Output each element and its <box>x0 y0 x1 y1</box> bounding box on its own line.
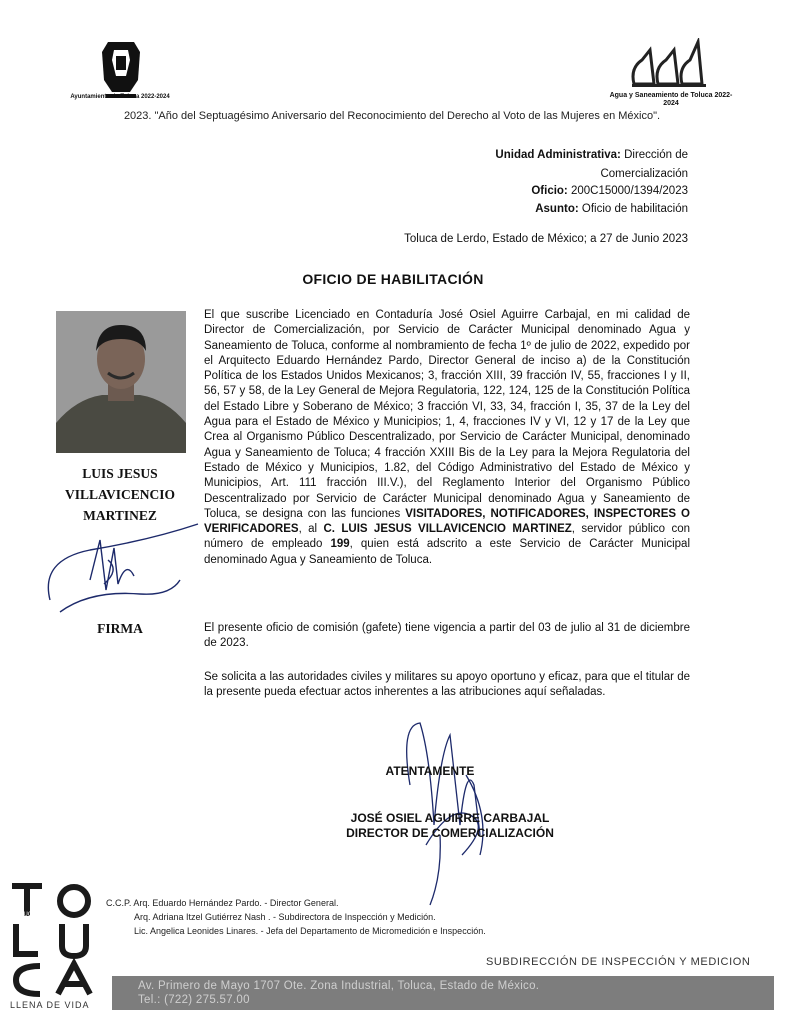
asunto-label: Asunto: <box>535 203 579 215</box>
toluca-logo-text: TOLUCA <box>12 912 37 918</box>
ccp-line-1: C.C.P. Arq. Eduardo Hernández Pardo. - Director General. <box>106 898 339 908</box>
agua-saneamiento-logo <box>628 38 710 90</box>
employee-name <box>40 463 200 526</box>
document-title: OFICIO DE HABILITACIÓN <box>302 271 484 287</box>
administrative-unit <box>428 146 688 184</box>
signer-title: DIRECTOR DE COMERCIALIZACIÓN <box>346 826 554 840</box>
p1-text-a: El que suscribe Licenciado en Contaduría José Osiel Aguirre Carbajal, en mi calidad de Director de Comercialización, por Servicio de Carácter Municipal denominado Agua y Saneamiento de Toluca, conforme al nombramiento de fecha 1º de julio de 2022, expedido por el Arquitecto Eduardo Hernández Pardo, Director General de inciso a) de la Constitución Política de los Estados Unidos Mexicanos; 3, fracción XIII, 39 fracción IV, 55, fracciones I y II, 56, 57 y 58, de la Ley General de Mejora Regulatoria, 122, 124, 125 de la Constitución Política del Estado Libre y Soberano de México; 3 fracción VI, 33, 34, fracción I, 35, 37 de la Ley del Agua para el Estado de México y Municipios; 1, 4, fracciones IV y VI, 12 y 17 de la Ley que Crea al Organismo Público Descentralizado, por Servicio de Carácter Municipal, denominado Agua y Saneamiento de Toluca; 4 fracción XXIII Bis de la Ley para la Mejora Regulatoria del Estado de México y Municipios, 1.82, del Código Administrativo del Estado de México y Municipios, Art. 111 fracción III.V.), del Reglamento Interior del Organismo Público Descentralizado por Servicio de Carácter Municipal denominado Agua y Saneamiento de Toluca, se designa con las funciones <box>204 309 690 520</box>
toluca-tagline: LLENA DE VIDA <box>10 1000 90 1010</box>
place-date: Toluca de Lerdo, Estado de México; a 27 de Junio 2023 <box>404 233 688 245</box>
p1-employee: C. LUIS JESUS VILLAVICENCIO MARTINEZ <box>323 523 572 536</box>
toluca-city-logo <box>8 880 108 1000</box>
p1-text-e: , servidor público con número de empleado <box>204 523 690 551</box>
asunto-value: Oficio de habilitación <box>581 203 688 215</box>
p1-employee-number: 199 <box>330 538 350 551</box>
oficio-value: 200C15000/1394/2023 <box>570 185 688 197</box>
designation-paragraph <box>204 308 690 568</box>
validity-paragraph: El presente oficio de comisión (gafete) tiene vigencia a partir del 03 de julio al 31 de diciembre de 2023. <box>204 622 690 650</box>
ccp-line-2: Arq. Adriana Itzel Gutiérrez Nash . - Subdirectora de Inspección y Medición. <box>134 912 436 922</box>
right-logo-caption: Agua y Saneamiento de Toluca 2022-2024 <box>609 92 733 107</box>
oficio-number <box>428 182 688 201</box>
subject <box>428 200 688 219</box>
salutation: ATENTAMENTE <box>385 764 475 778</box>
left-logo-caption: Ayuntamiento de Toluca 2022-2024 <box>70 94 170 100</box>
p1-text-c: , al <box>298 523 324 536</box>
footer-section-name: SUBDIRECCIÓN DE INSPECCIÓN Y MEDICION <box>486 956 751 968</box>
employee-photo <box>56 311 186 453</box>
footer-address: Av. Primero de Mayo 1707 Ote. Zona Industrial, Toluca, Estado de México. <box>138 980 540 992</box>
footer-phone: Tel.: (722) 275.57.00 <box>138 994 250 1006</box>
p1-functions: VISITADORES, NOTIFICADORES, INSPECTORES O VERIFICADORES <box>204 507 690 536</box>
employee-name-line-3: MARTINEZ <box>83 508 157 523</box>
employee-name-line-1: LUIS JESUS <box>82 466 158 481</box>
unit-label: Unidad Administrativa: <box>495 149 621 161</box>
signature-label: FIRMA <box>97 621 143 636</box>
request-paragraph: Se solicita a las autoridades civiles y militares su apoyo oportuno y eficaz, para que el titular de la presente pueda efectuar actos inherentes a las atribuciones aquí señaladas. <box>204 671 690 699</box>
oficio-label: Oficio: <box>531 185 568 197</box>
p1-text-g: , quien está adscrito a este Servicio de Carácter Municipal denominado Agua y Saneamiento de Toluca. <box>204 538 690 566</box>
employee-name-line-2: VILLAVICENCIO <box>64 487 176 502</box>
unit-value-1: Dirección de <box>624 149 688 161</box>
ccp-line-3: Lic. Angelica Leonides Linares. - Jefa del Departamento de Micromedición e Inspección. <box>134 926 486 936</box>
employee-signature <box>30 520 200 620</box>
year-motto: 2023. "Año del Septuagésimo Aniversario del Reconocimiento del Derecho al Voto de las Mujeres en México". <box>123 110 661 122</box>
signer-name: JOSÉ OSIEL AGUIRRE CARBAJAL <box>350 811 550 825</box>
unit-value-2: Comercialización <box>600 168 688 180</box>
